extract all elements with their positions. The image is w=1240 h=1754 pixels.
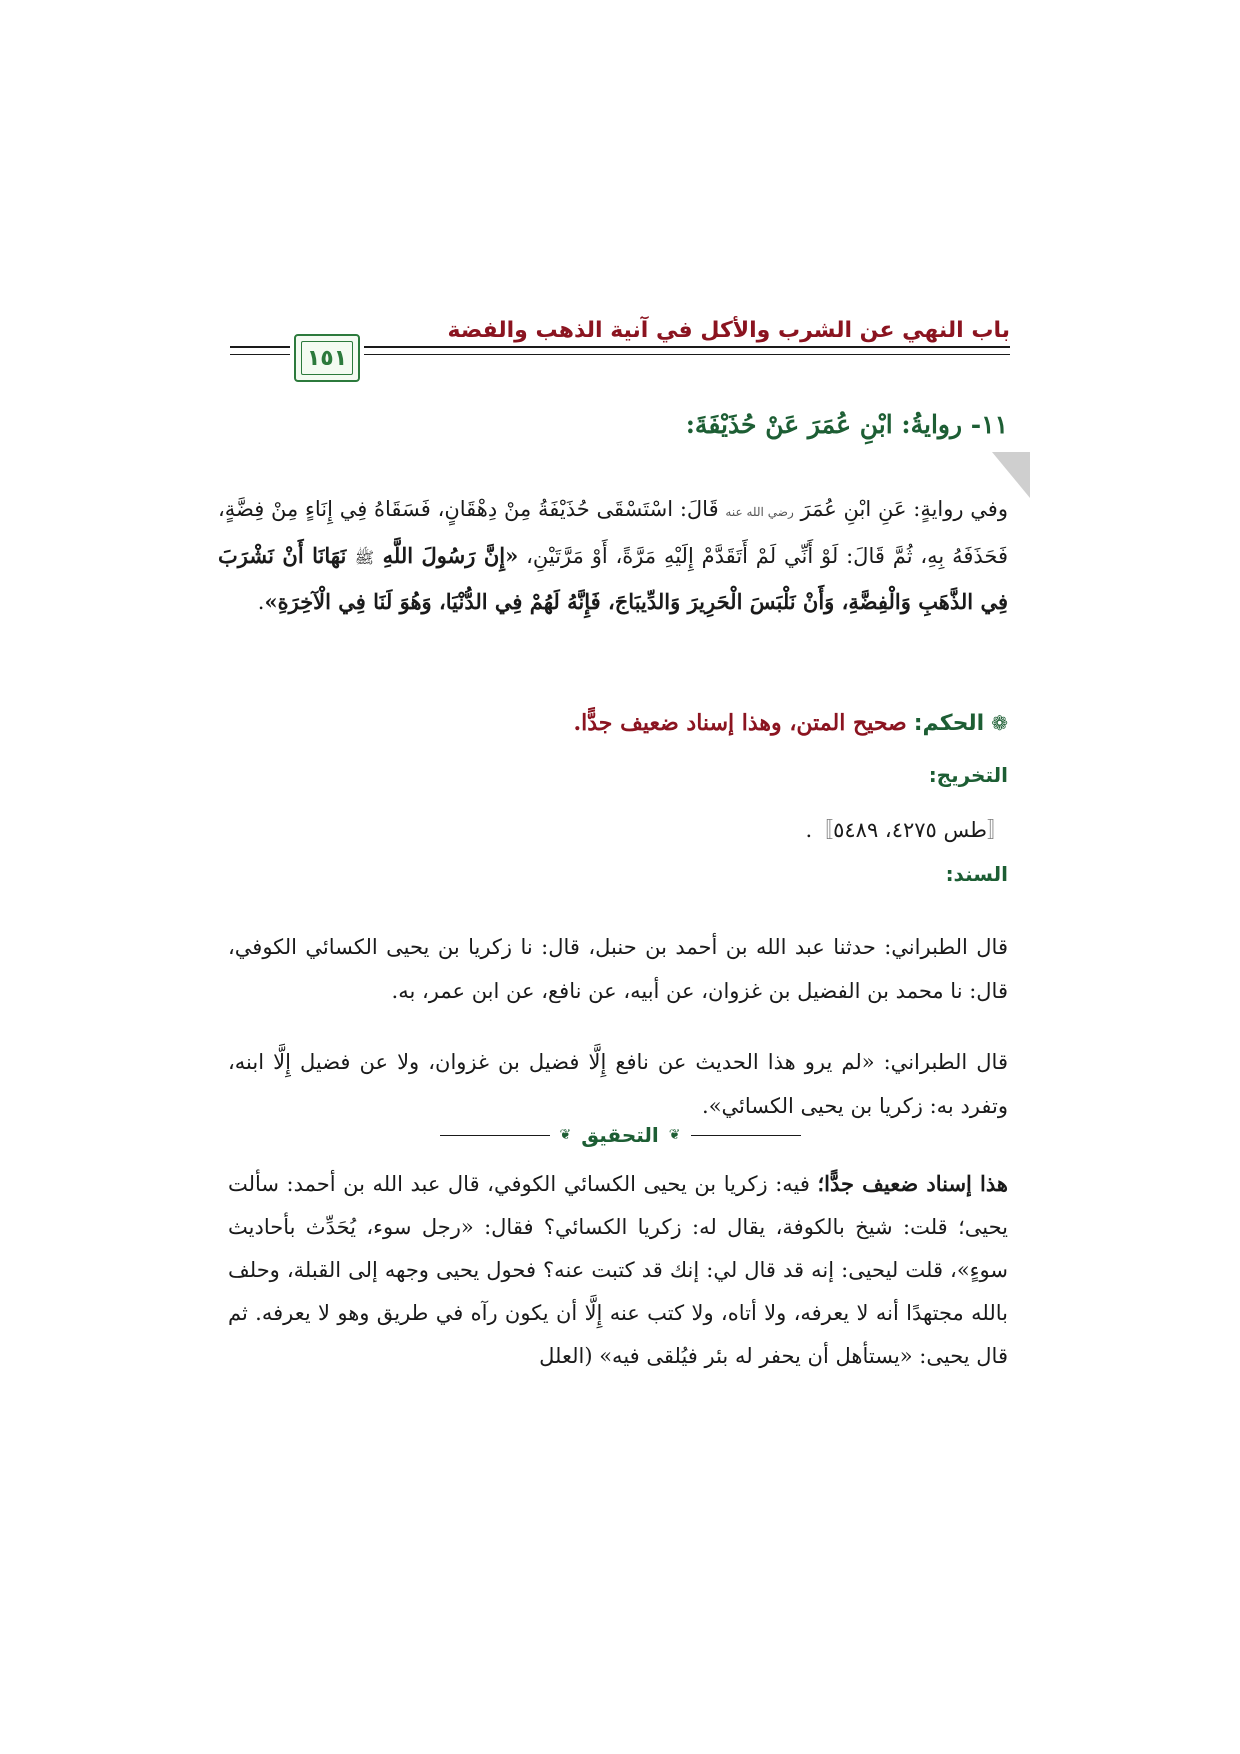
hadith-text-1: قَالَ: اسْتَسْقَى حُذَيْفَةُ مِنْ دِهْقَانٍ، فَسَقَاهُ فِي إِنَاءٍ مِنْ فِضَّةٍ، فَحَذَفَهُ بِهِ، ثُمَّ قَالَ: لَوْ أَنِّي لَمْ أَتَقَدَّمْ إِلَيْهِ مَرَّةً، أَوْ مَرَّتَيْنِ، [218, 497, 1009, 568]
header-rule-bottom-right [364, 354, 1010, 355]
ruling-label: الحكم: [913, 711, 985, 736]
divider-line-right [691, 1135, 801, 1136]
hadith-text [218, 487, 1008, 624]
honorific-salla: ﷺ [354, 548, 375, 567]
hadith-quote-2: نَهَانَا أَنْ نَشْرَبَ فِي الذَّهَبِ وَالْفِضَّةِ، وَأَنْ نَلْبَسَ الْحَرِيرَ وَالدِّيبَاجَ، فَإِنَّهُ لَهُمْ فِي الدُّنْيَا، وَهُوَ لَنَا فِي الْآخِرَةِ» [218, 543, 1008, 614]
divider-line-left [440, 1135, 550, 1136]
tahqiq-bold-lead: هذا إسناد ضعيف جدًّا؛ [817, 1171, 1008, 1196]
sanad-label: السند: [945, 862, 1008, 886]
header-rule-bottom-left [230, 354, 290, 355]
sanad-paragraph-1: قال الطبراني: حدثنا عبد الله بن أحمد بن حنبل، قال: نا زكريا بن يحيى الكسائي الكوفي، قال: نا محمد بن الفضيل بن غزوان، عن أبيه، عن نافع، عن ابن عمر، به. [228, 935, 1008, 1003]
hadith-quote-1: «إِنَّ رَسُولَ اللَّهِ [382, 543, 519, 568]
section-heading: ١١- روايةُ: ابْنِ عُمَرَ عَنْ حُذَيْفَةَ: [685, 410, 1008, 439]
source-refs: طس ٤٢٧٥، ٥٤٨٩ [833, 818, 987, 842]
honorific-radiyallahu: رضي الله عنه [725, 505, 794, 519]
open-bracket: 〚 [987, 818, 1008, 842]
takhrij-sources [608, 814, 1008, 844]
hadith-end: . [257, 590, 265, 614]
takhrij-label: التخريج: [928, 763, 1008, 787]
tahqiq-title: التحقيق [581, 1123, 659, 1147]
ruling-text: صحيح المتن، وهذا إسناد ضعيف جدًّا. [573, 710, 907, 736]
tahqiq-paragraph [228, 1162, 1008, 1378]
header-rule-top-right [364, 346, 1010, 348]
ornament-icon: ❦ [559, 1127, 572, 1143]
page-number-badge [294, 334, 360, 382]
tahqiq-text: فيه: زكريا بن يحيى الكسائي الكوفي، قال عبد الله بن أحمد: سألت يحيى؛ قلت: شيخ بالكوفة، يقال له: زكريا الكسائي؟ فقال: «رجل سوء، يُحَدِّث بأحاديث سوءٍ»، قلت ليحيى: إنه قد قال لي: إنك قد كتبت عنه؟ فحول يحيى وجهه إلى القبلة، وحلف بالله مجتهدًا أنه لا يعرفه، ولا أتاه، ولا كتب عنه إِلَّا أن يكون رآه في طريق وهو لا يعرفه. ثم قال يحيى: «يستأهل أن يحفر له بئر فيُلقى فيه» (العلل [228, 1172, 1008, 1368]
close-bracket: 〛 [812, 818, 834, 842]
header-rule-top-left [230, 346, 290, 348]
ornament-icon: ❦ [668, 1127, 681, 1143]
sanad-paragraph-2: قال الطبراني: «لم يرو هذا الحديث عن نافع إِلَّا فضيل بن غزوان، ولا عن فضيل إِلَّا ابنه، وتفرد به: زكريا بن يحيى الكسائي». [228, 1050, 1008, 1118]
flower-ornament-icon: ❁ [991, 711, 1008, 735]
tahqiq-divider [230, 1120, 1010, 1150]
sources-end: . [805, 818, 813, 842]
page-number: ١٥١ [306, 345, 348, 371]
hadith-lead: وفي روايةٍ: عَنِ ابْنِ عُمَرَ [800, 497, 1008, 521]
ruling-line [248, 710, 1008, 736]
running-title: باب النهي عن الشرب والأكل في آنية الذهب والفضة [447, 318, 1010, 343]
